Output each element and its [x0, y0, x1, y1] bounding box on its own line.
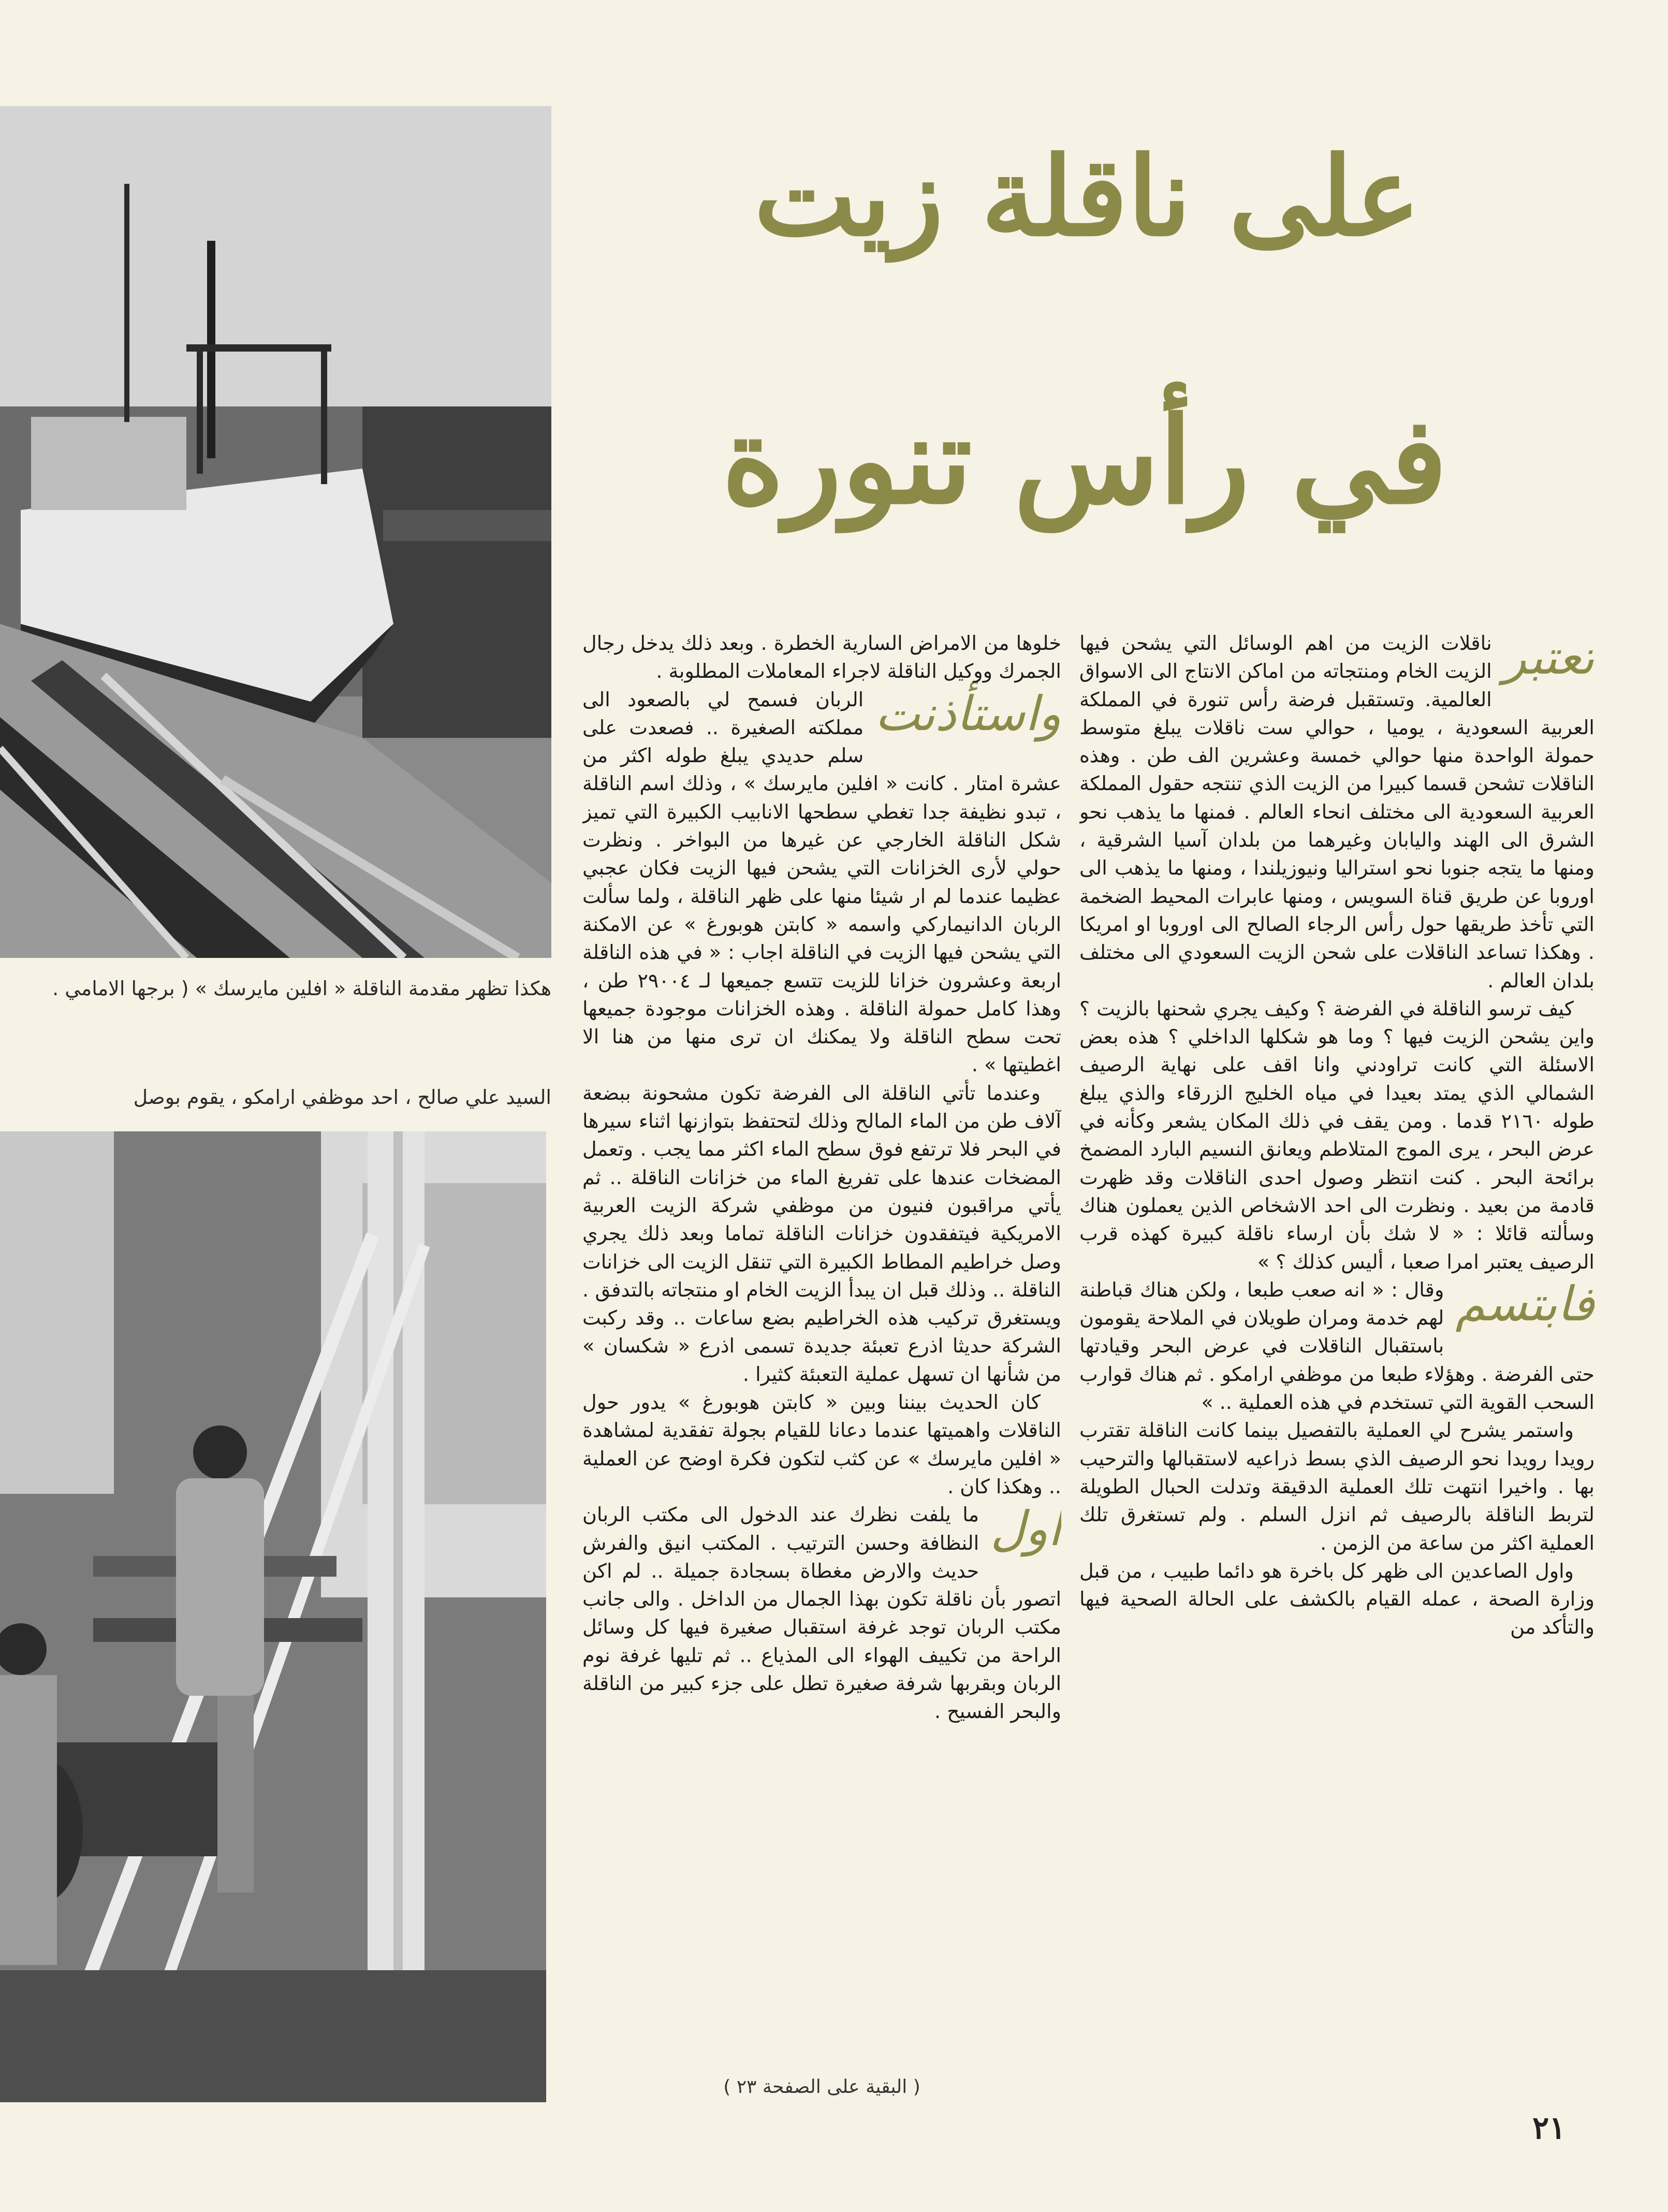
column-right-para-5: واول الصاعدين الى ظهر كل باخرة هو دائما طبيب ، من قبل وزارة الصحة ، عمله القيام بالكشف على الحالة الصحية فيها والتأكد من [1079, 1559, 1594, 1639]
article-title-line-1 [601, 124, 1574, 269]
column-right-para-4: واستمر يشرح لي العملية بالتفصيل بينما كانت الناقلة تقترب رويدا رويدا نحو الرصيف الذي بسط ذراعيه لاستقبالها والترحيب بها . واخيرا انتهت تلك العملية الدقيقة وتدلت الحبال الطويلة لتربط الناقلة بالرصيف ثم انزل السلم . ولم تستغرق تلك العملية اكثر من ساعة من الزمن . [1079, 1419, 1594, 1554]
article-title-line-1-text: على ناقلة زيت [754, 133, 1421, 260]
lead-word-middle: واستأذنت [875, 686, 1061, 741]
article-column-right [1079, 629, 1594, 2094]
column-middle-para-5: ما يلفت نظرك عند الدخول الى مكتب الربان النظافة وحسن الترتيب . المكتب انيق والفرش حديث والارض مغطاة بسجادة جميلة .. لم اكن اتصور بأن ناقلة تكون بهذا الجمال من الداخل . والى جانب مكتب الربان توجد غرفة استقبال صغيرة فيها كل وسائل الراحة من تكييف الهواء الى المذياع .. ثم تليها غرفة نوم الربان وبقربها شرفة صغيرة تطل على جزء كبير من الناقلة والبحر الفسيح . [582, 1503, 1061, 1723]
article-title-line-2-text: في رأس تنورة [722, 391, 1447, 531]
lead-word-right-2: فابتسم [1455, 1276, 1594, 1332]
lead-word-right: تعتبر [1503, 630, 1594, 685]
column-middle-para-2: الربان فسمح لي بالصعود الى مملكته الصغيرة .. فصعدت على سلم حديدي يبلغ طوله اكثر من عشرة امتار . كانت « افلين مايرسك » ، وذلك اسم الناقلة ، تبدو نظيفة جدا تغطي سطحها الانابيب الكبيرة التي تميز شكل الناقلة الخارجي عن غيرها من البواخر . ونظرت حولي لأرى الخزانات التي يشحن فيها الزيت فكان عجبي عظيما عندما لم ار شيئا منها على ظهر الناقلة ، ولما سألت الربان الدانيماركي واسمه « كابتن هوبورغ » عن الامكنة التي يشحن فيها الزيت في الناقلة اجاب : « في هذه الناقلة اربعة وعشرون خزانا للزيت تتسع جميعها لـ ٢٩٠٠٤ طن ، وهذا كامل حمولة الناقلة . وهذه الخزانات موجودة جميعها تحت سطح الناقلة ولا يمكنك ان ترى منها من هنا الا اغطيتها » . [582, 688, 1061, 1076]
column-middle-para-4: كان الحديث بيننا وبين « كابتن هوبورغ » يدور حول الناقلات واهميتها عندما دعانا للقيام بجولة تفقدية لمشاهدة « افلين مايرسك » عن كثب لتكون فكرة اوضح عن العملية .. وهكذا كان . [582, 1391, 1061, 1498]
column-right-para-3: وقال : « انه صعب طبعا ، ولكن هناك قباطنة لهم خدمة ومران طويلان في الملاحة يقومون باستقبال الناقلات في عرض البحر وقيادتها حتى الفرضة . وهؤلاء طبعا من موظفي ارامكو . ثم هناك قوارب السحب القوية التي تستخدم في هذه العملية .. » [1079, 1278, 1594, 1414]
continued-note-text: ( البقية على الصفحة ٢٣ ) [723, 2076, 920, 2098]
column-middle-para-3: وعندما تأتي الناقلة الى الفرضة تكون مشحونة ببضعة آلاف طن من الماء المالح وذلك لتحتفظ بتوازنها اثناء سيرها في البحر فلا ترتفع فوق سطح الماء اكثر مما يجب . وتعمل المضخات عندها على تفريغ الماء من خزانات الناقلة .. ثم يأتي مراقبون فنيون من موظفي شركة الزيت العربية الامريكية فيتفقدون خزانات الناقلة تماما وبعد ذلك يجري وصل خراطيم المطاط الكبيرة التي تنقل الزيت الى خزانات الناقلة .. وذلك قبل ان يبدأ الزيت الخام او منتجاته بالتدفق . ويستغرق تركيب هذه الخراطيم بضع ساعات .. وقد ركبت الشركة حديثا اذرع تعبئة جديدة تسمى اذرع « شكسان » من شأنها ان تسهل عملية التعبئة كثيرا . [582, 1081, 1061, 1386]
continued-note [582, 2076, 1061, 2098]
page-number-text: ٢١ [1532, 2110, 1566, 2146]
lead-word-middle-2: اول [990, 1501, 1061, 1557]
page-number [1532, 2110, 1565, 2146]
workers-deck-photo [0, 1131, 546, 2102]
photo-caption-2 [0, 1082, 551, 1112]
column-right-para-2: كيف ترسو الناقلة في الفرضة ؟ وكيف يجري شحنها بالزيت ؟ واين يشحن الزيت فيها ؟ وما هو شكلها الداخلي ؟ هذه بعض الاسئلة التي كانت تراودني وانا اقف على نهاية الرصيف الشمالي الذي يمتد بعيدا في مياه الخليج الزرقاء والذي يبلغ طوله ٢١٦٠ قدما . ومن يقف في ذلك المكان يشعر وكأنه في عرض البحر ، يرى الموج المتلاطم ويعانق النسيم البارد المضمخ برائحة البحر . كنت انتظر وصول احدى الناقلات وقد ظهرت قادمة من بعيد . ونظرت الى احد الاشخاص الذين يعملون هناك وسألته قائلا : « لا شك بأن ارساء ناقلة كبيرة كهذه قرب الرصيف يعتبر امرا صعبا ، أليس كذلك ؟ » [1079, 997, 1594, 1273]
article-column-middle [582, 629, 1061, 2066]
photo-caption-1-text: هكذا تظهر مقدمة الناقلة « افلين مايرسك » ( برجها الامامي . [52, 977, 551, 1000]
tanker-pier-photo [0, 106, 551, 958]
column-middle-para-1: خلوها من الامراض السارية الخطرة . وبعد ذلك يدخل رجال الجمرك ووكيل الناقلة لاجراء المعاملات المطلوبة . [582, 632, 1061, 683]
photo-caption-2-text: السيد علي صالح ، احد موظفي ارامكو ، يقوم بوصل [133, 1086, 551, 1109]
article-title-line-2 [580, 378, 1589, 544]
photo-caption-1 [0, 973, 551, 1003]
column-right-para-1: ناقلات الزيت من اهم الوسائل التي يشحن فيها الزيت الخام ومنتجاته من اماكن الانتاج الى الاسواق العالمية. وتستقبل فرضة رأس تنورة في المملكة العربية السعودية ، يوميا ، حوالي ست ناقلات يبلغ متوسط حمولة الواحدة منها حوالي خمسة وعشرين الف طن . وهذه الناقلات تشحن قسما كبيرا من الزيت الذي تنتجه حقول المملكة العربية السعودية الى مختلف انحاء العالم . فمنها ما يذهب نحو الشرق الى الهند واليابان وغيرهما من بلدان آسيا الشرقية ، ومنها ما يتجه جنوبا نحو استراليا ونيوزيلندا ، ومنها ما يذهب الى اوروبا عن طريق قناة السويس ، ومنها عابرات المحيط الضخمة التي تأخذ طريقها حول رأس الرجاء الصالح الى اوروبا او امريكا . وهكذا تساعد الناقلات على شحن الزيت السعودي الى مختلف بلدان العالم . [1079, 632, 1594, 992]
